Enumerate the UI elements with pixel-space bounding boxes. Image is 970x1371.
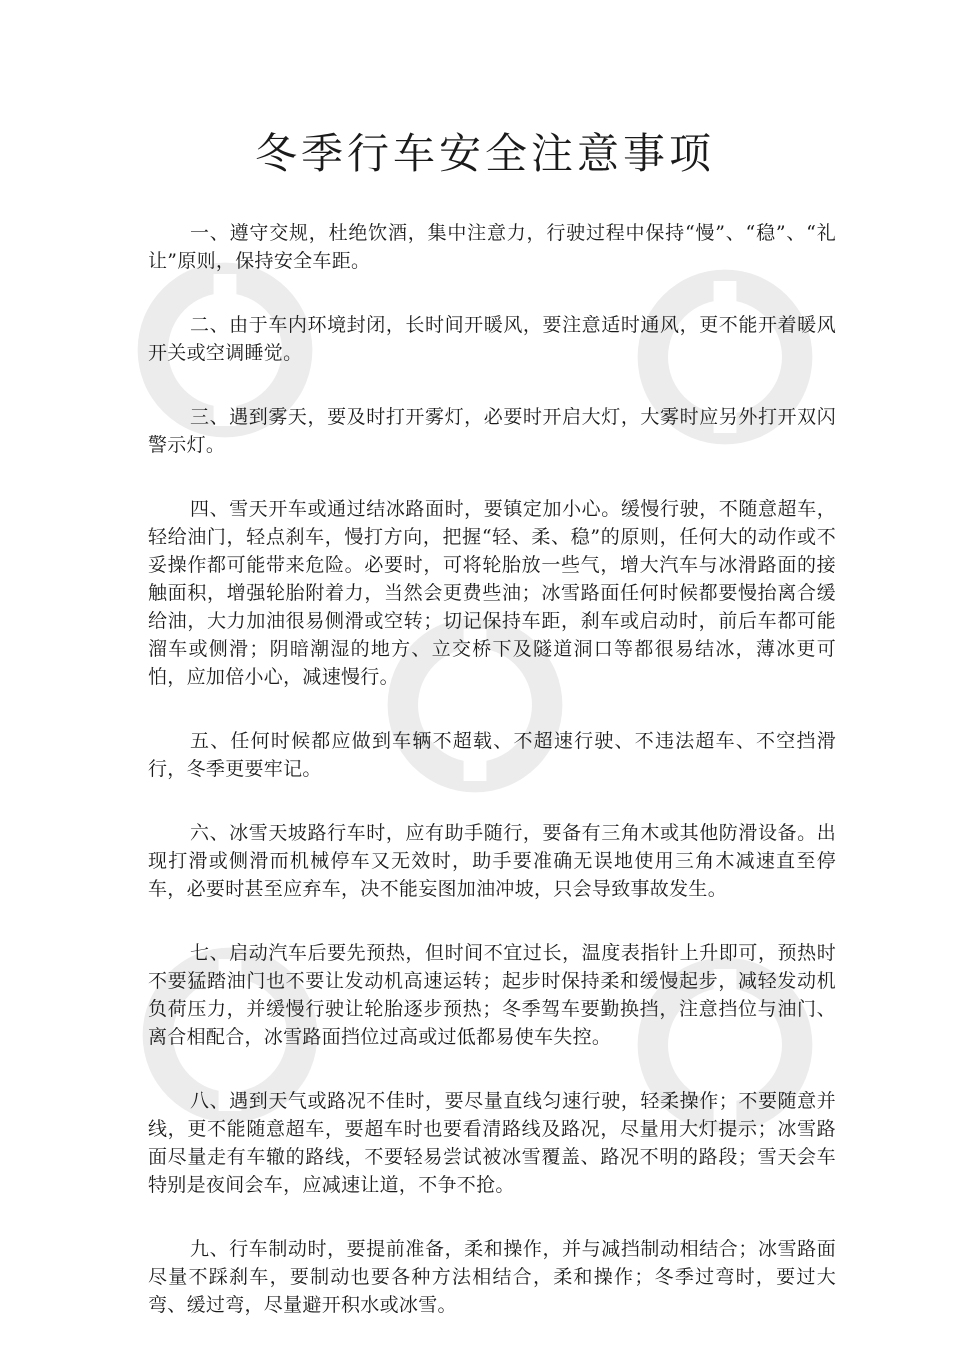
paragraph-7: 七、启动汽车后要先预热，但时间不宜过长，温度表指针上升即可，预热时不要猛踏油门也不要让发动机高速运转；起步时保持柔和缓慢起步，减轻发动机负荷压力，并缓慢行驶让轮胎逐步预热；冬季驾车要勤换挡，注意挡位与油门、离合相配合，冰雪路面挡位过高或过低都易使车失控。 [148,942,836,1048]
paragraph-9: 九、行车制动时，要提前准备，柔和操作，并与减挡制动相结合；冰雪路面尽量不踩刹车，要制动也要各种方法相结合，柔和操作；冬季过弯时，要过大弯、缓过弯，尽量避开积水或冰雪。 [148,1238,836,1316]
paragraph-4: 四、雪天开车或通过结冰路面时，要镇定加小心。缓慢行驶，不随意超车，轻给油门，轻点刹车，慢打方向，把握“轻、柔、稳”的原则，任何大的动作或不妥操作都可能带来危险。必要时，可将轮胎放一些气，增大汽车与冰滑路面的接触面积，增强轮胎附着力，当然会更费些油；冰雪路面任何时候都要慢抬离合缓给油，大力加油很易侧滑或空转；切记保持车距，刹车或启动时，前后车都可能溜车或侧滑；阴暗潮湿的地方、立交桥下及隧道洞口等都很易结冰，薄冰更可怕，应加倍小心，减速慢行。 [148,498,836,688]
page-title: 冬季行车安全注意事项 [254,129,715,178]
paragraph-1: 一、遵守交规，杜绝饮酒，集中注意力，行驶过程中保持“慢”、“稳”、“礼让”原则，保持安全车距。 [148,222,836,272]
paragraph-6: 六、冰雪天坡路行车时，应有助手随行，要备有三角木或其他防滑设备。出现打滑或侧滑而机械停车又无效时，助手要准确无误地使用三角木减速直至停车，必要时甚至应弃车，决不能妄图加油冲坡，只会导致事故发生。 [148,822,836,900]
paragraph-3: 三、遇到雾天，要及时打开雾灯，必要时开启大灯，大雾时应另外打开双闪警示灯。 [148,406,836,456]
paragraph-2: 二、由于车内环境封闭，长时间开暖风，要注意适时通风，更不能开着暖风开关或空调睡觉。 [148,314,836,364]
document-body [148,219,836,1355]
paragraph-8: 八、遇到天气或路况不佳时，要尽量直线匀速行驶，轻柔操作；不要随意并线，更不能随意超车，要超车时也要看清路线及路况，尽量用大灯提示；冰雪路面尽量走有车辙的路线，不要轻易尝试被冰雪覆盖、路况不明的路段；雪天会车特别是夜间会车，应减速让道，不争不抢。 [148,1090,836,1196]
paragraph-5: 五、任何时候都应做到车辆不超载、不超速行驶、不违法超车、不空挡滑行，冬季更要牢记。 [148,730,836,780]
